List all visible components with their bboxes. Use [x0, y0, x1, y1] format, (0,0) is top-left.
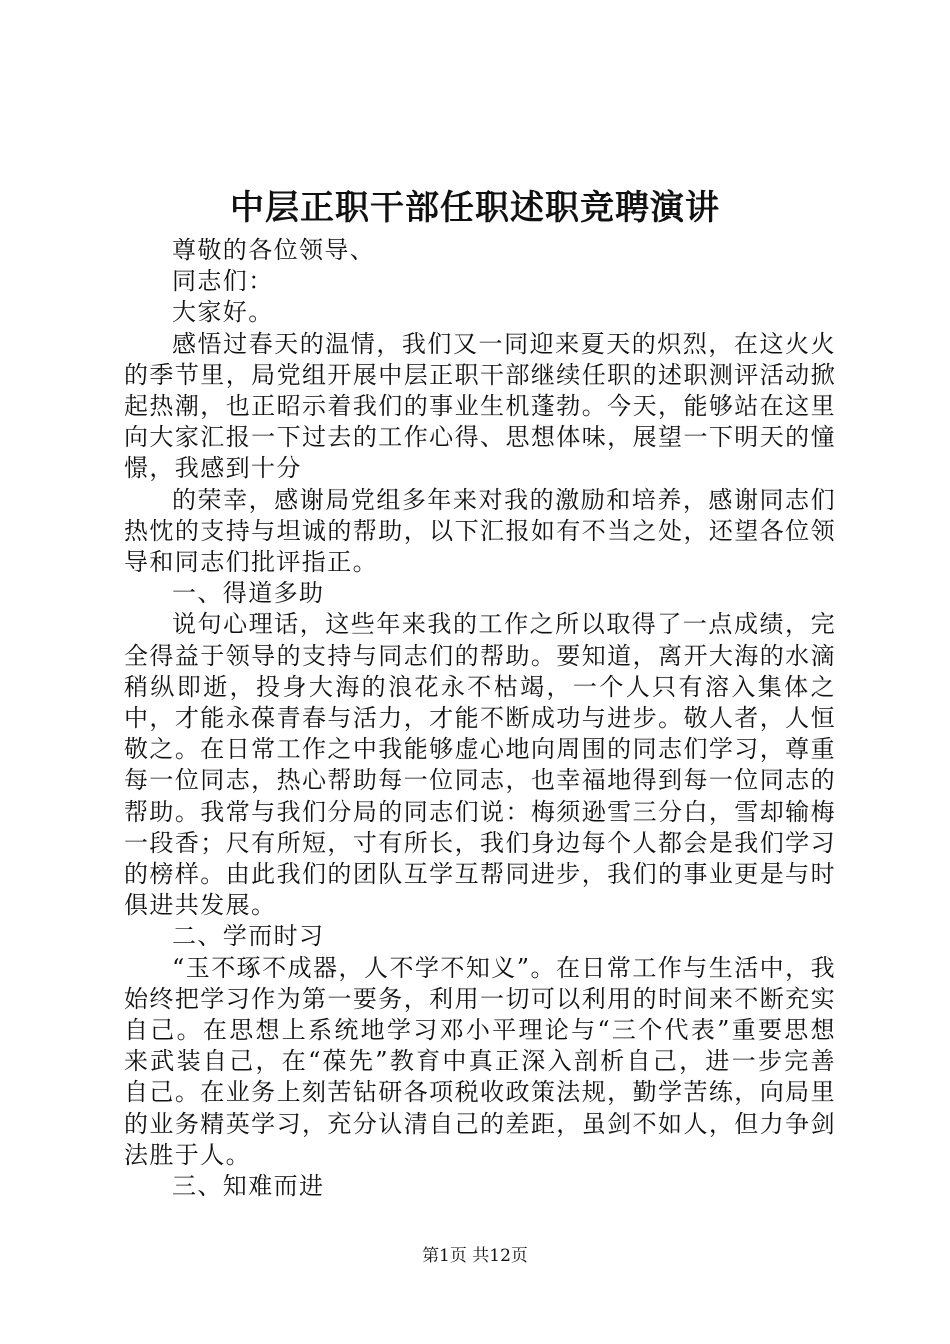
salutation-line: 尊敬的各位领导、 — [172, 236, 376, 264]
section-heading: 二、学而时习 — [172, 922, 325, 951]
greeting-line: 大家好。 — [172, 298, 274, 327]
document-title: 中层正职干部任职述职竞聘演讲 — [230, 188, 720, 228]
document-body — [124, 235, 836, 1202]
body-paragraph: “玉不琢不成器，人不学不知义”。在日常工作与生活中，我始终把学习作为第一要务，利用一切可以利用的时间来不断充实自己。在思想上系统地学习邓小平理论与“三个代表”重要思想来武装自己，在“葆先”教育中真正深入剖析自己，进一步完善自己。在业务上刻苦钻研各项税收政策法规，勤学苦练，向局里的业务精英学习，充分认清自己的差距，虽剑不如人，但力争剑法胜于人。 — [124, 953, 836, 1169]
body-paragraph: 的荣幸，感谢局党组多年来对我的激励和培养，感谢同志们热忱的支持与坦诚的帮助，以下汇报如有不当之处，还望各位领导和同志们批评指正。 — [124, 485, 836, 577]
section-heading: 一、得道多助 — [172, 579, 325, 608]
body-paragraph: 说句心理话，这些年来我的工作之所以取得了一点成绩，完全得益于领导的支持与同志们的帮助。要知道，离开大海的水滴稍纵即逝，投身大海的浪花永不枯竭，一个人只有溶入集体之中，才能永葆青春与活力，才能不断成功与进步。敬人者，人恒敬之。在日常工作之中我能够虚心地向周围的同志们学习，尊重每一位同志，热心帮助每一位同志，也幸福地得到每一位同志的帮助。我常与我们分局的同志们说：梅须逊雪三分白，雪却输梅一段香；尺有所短，寸有所长，我们身边每个人都会是我们学习的榜样。由此我们的团队互学互帮同进步，我们的事业更是与时俱进共发展。 — [124, 610, 836, 920]
section-heading: 三、知难而进 — [172, 1172, 325, 1201]
salutation-line: 同志们： — [172, 267, 274, 296]
body-paragraph: 感悟过春天的温情，我们又一同迎来夏天的炽烈，在这火火的季节里，局党组开展中层正职干部继续任职的述职测评活动掀起热潮，也正昭示着我们的事业生机蓬勃。今天，能够站在这里向大家汇报一下过去的工作心得、思想体味，展望一下明天的憧憬，我感到十分 — [124, 329, 836, 483]
page-number-footer: 第1页 共12页 — [422, 1246, 528, 1266]
